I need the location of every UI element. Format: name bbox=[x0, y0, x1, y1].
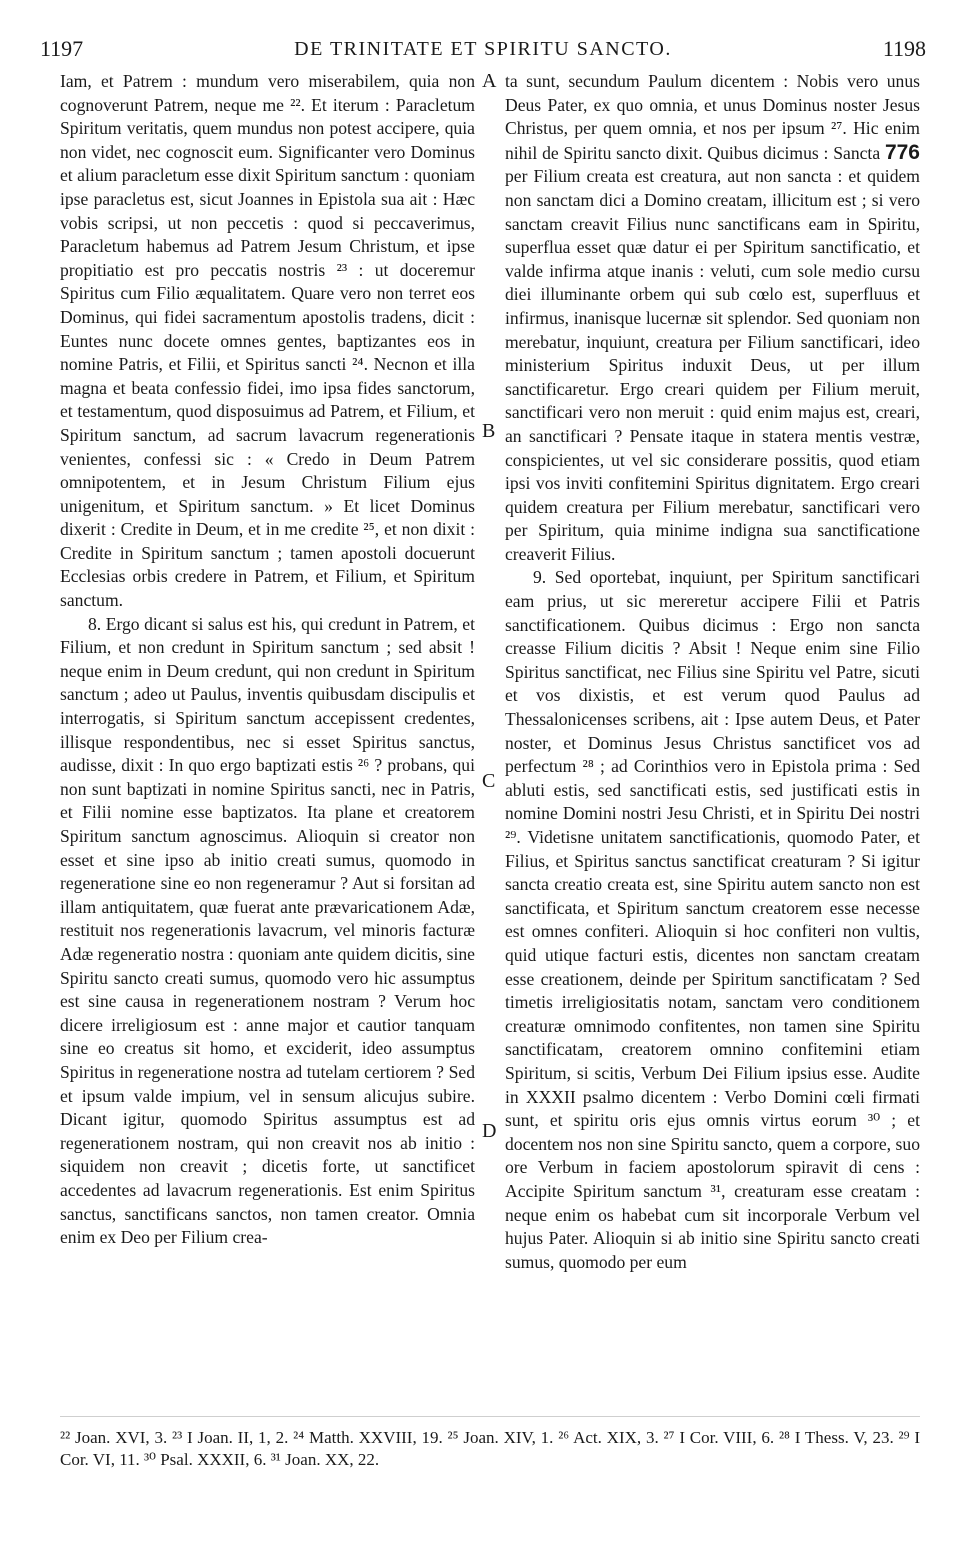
right-paragraph-1-end: per Filium creata est creatura, aut non sancta : et quidem non sanctam dici a Domino creatam, illicitum est ; si vero sanctam creavit Filius nunc sanctificans eam in Spiritu, superflua esset quæ datur ei per Spiritum sanctificatio, et valde infirma atque inanis : veluti, cum sole medio cursu diei illuminante orbem qui sub cœlo est, superfluus et infirmus, inanisque lucernæ sit splendor. Sed quoniam non merebatur, inquiunt, creatura per Filium sanctificari, ideo ministerium Spiritus induxit Deus, ut per illum sanctificaretur. Ergo creari quidem per Filium meruit, sanctificari vero non meruit : quid enim majus est, creari, an sanctificari ? Pensate itaque in statera mentis vestræ, conspicientes, ut vel sic considerare possitis, quod etiam ipsi vos inviti confitemini Spiritus dignitatem. Ergo creari quidem creatura per Filium merebatur, sanctificari vero per Spiritum, quia minime indigna sua sanctificatione creaverit Filius. bbox=[505, 166, 920, 564]
margin-marker-d: D bbox=[482, 1120, 497, 1142]
right-paragraph-1-start: ta sunt, secundum Paulum dicentem : Nobis vero unus Deus Pater, ex quo omnia, et unus Dominus noster Jesus Christus, per quem omnia, et nos per ipsum ²⁷. Hic enim nihil de Spiritu sancto dixit. Quibus dicimus : Sancta bbox=[505, 71, 920, 163]
right-paragraph-1 bbox=[505, 70, 920, 566]
footnote-rule bbox=[60, 1416, 920, 1417]
running-title: DE TRINITATE ET SPIRITU SANCTO. bbox=[294, 38, 672, 60]
left-column bbox=[60, 70, 475, 1250]
margin-marker-c: C bbox=[482, 770, 496, 792]
page-number-right: 1198 bbox=[882, 36, 926, 61]
left-paragraph-1: Iam, et Patrem : mundum vero miserabilem, quia non cognoverunt Patrem, neque me ²². Et iterum : Paracletum Spiritum veritatis, quem mundus non potest accipere, quia non videt, nec cognoscit eum. Significanter vero Dominus et alium paracletum esse dixit Spiritum sanctum : quoniam ipse paracletus est, sicut Joannes in Epistola sua ait : Hæc vobis scripsi, ut non peccetis : quod si peccaverimus, Paracletum habemus ad Patrem Jesum Christum, et ipse propitiatio est pro peccatis nostris ²³ : ut doceremur Spiritus cum Filio æqualitatem. Quare vero non terret eos Dominus, qui fidei sacramentum apostolis tradens, dicit : Euntes nunc docete omnes gentes, baptizantes eos in nomine Patris, et Filii, et Spiritus sancti ²⁴. Necnon et illa magna et beata confessio fidei, imo ipsa fides sanctorum, et testamentum, quod disposuimus ad Patrem, et Filium, et Spiritum sanctum, ad sacrum lavacrum regenerationis venientes, confessi sic : « Credo in Deum Patrem omnipotentem, et in Jesum Christum Filium ejus unigenitum, et Spiritum sanctum. » Et licet Dominus dixerit : Credite in Deum, et in me credite ²⁵, et non dixit : Credite in Spiritum sanctum ; tamen apostoli docuerunt Ecclesias orbis credere in Patrem, et Filium, et Spiritum sanctum. bbox=[60, 71, 475, 611]
right-column bbox=[505, 70, 920, 1274]
right-paragraph-2: 9. Sed oportebat, inquiunt, per Spiritum sanctificari eam prius, ut sic mereretur accipere Filii et Patris sanctificationem. Quibus dicimus : Ergo non sancta creasse Filium dicitis ? Absit ! Neque enim sine Filio Spiritus sanctificat, nec Filius sine Spiritu vel Patre, sicuti et vos dixistis, et est verum quod Paulus ad Thessalonicenses scribens, ait : Ipse autem Deus, et Pater noster, et Dominus Jesus Christus sanctificet vos ad perfectum ²⁸ ; ad Corinthios vero in Epistola prima : Sed abluti estis, sed sanctificati estis, sed justificati estis in nomine Domini nostri Jesu Christi, et in Spiritu Dei nostri ²⁹. Videtisne unitatem sanctificationis, quomodo Pater, et Filius, et Spiritus sanctus sanctificat creaturam ? Si igitur sancta creatio creata est, sine Spiritu autem sancto non est sanctificata, et Spiritum sanctum creatorem esse necesse est omnes confiteri. Alioquin si hoc confiteri non vultis, quid utique facturi estis, dicentes non sanctam creatam esse creationem, deinde per Spiritum sanctificatam ? Sed timetis irreligiositatis notam, sanctam vero conditionem creaturæ omnimodo confitentes, non tamen sine Spiritu sanctificatam, creatorem omnino confitemini etiam Spiritum, si scitis, Verbum Dei Filium ipsius esse. Audite in XXXII psalmo dicentem : Verbo Domini cœli firmati sunt, et spiritu oris ejus omnis virtus eorum ³⁰ ; et docentem nos non sine Spiritu sancto, quem a corpore, suo ore Verbum in faciem apostolorum spiravit di cens : Accipite Spiritum sanctum ³¹, creaturam esse creatam : neque enim os habebat cum sit incorporale Verbum vel hujus Pater. Alioquin si ab initio sine Spiritu sancto creati sumus, quomodo per eum bbox=[505, 567, 920, 1272]
column-number: 776 bbox=[884, 140, 920, 164]
left-paragraph-2: 8. Ergo dicant si salus est his, qui credunt in Patrem, et Filium, et non credunt in Spiritum sanctum ; sed absit ! neque enim in Deum credunt, qui non credunt in Spiritum sanctum ; adeo ut Paulus, inventis quibusdam discipulis et interrogatis, si Spiritum sanctum accepissent credentes, illisque respondentibus, nec si esset Spiritus sanctus, audisse, dixit : In quo ergo baptizati estis ²⁶ ? probans, qui non sunt baptizati in nomine Spiritus sancti, nec in Patris, et Filii nomine esse baptizatos. Ita plane et creatorem Spiritum sanctum agnoscimus. Alioquin si creator non esset et sine ipso ab initio creati sumus, quomodo in regeneratione sine eo non regeneramur ? Aut si forsitan ad illam antiquitatem, quæ fuerat ante prævaricationem Adæ, restituit nos regenerationis lavacrum, vel minoris facturæ Adæ regeneratio nostra : quoniam ante quidem dicitis, sine Spiritu sancto creati sumus, quomodo vero hic assumptus est sine causa in regenerationem nostram ? Verum hoc dicere irreligiosum est : anne major et cautior tanquam sine eo creatus sit homo, et exciderit, ideo assumptus Spiritus in regeneratione nostra ad tutelam certiorem ? Sed et ipsum valde impium, vel in sensum alicujus subire. Dicant igitur, quomodo Spiritus assumptus est ad regenerationem nostram, qui non creavit nos ab initio : siquidem non creavit ; dicetis forte, ut sanctificet accedentes ad lavacrum regenerationis. Est enim Spiritus sanctus, sanctificans sanctos, non tamen creator. Omnia enim ex Deo per Filium crea- bbox=[60, 613, 475, 1248]
page-number-left: 1197 bbox=[40, 36, 84, 61]
footnotes: ²² Joan. XVI, 3. ²³ I Joan. II, 1, 2. ²⁴ Matth. XXVIII, 19. ²⁵ Joan. XIV, 1. ²⁶ Act. XIX, 3. ²⁷ I Cor. VIII, 6. ²⁸ I Thess. V, 23. ²⁹ I Cor. VI, 11. ³⁰ Psal. XXXII, 6. ³¹ Joan. XX, 22. bbox=[60, 1428, 920, 1469]
page-header bbox=[40, 36, 926, 64]
margin-marker-b: B bbox=[482, 420, 496, 442]
margin-marker-a: A bbox=[482, 70, 497, 92]
